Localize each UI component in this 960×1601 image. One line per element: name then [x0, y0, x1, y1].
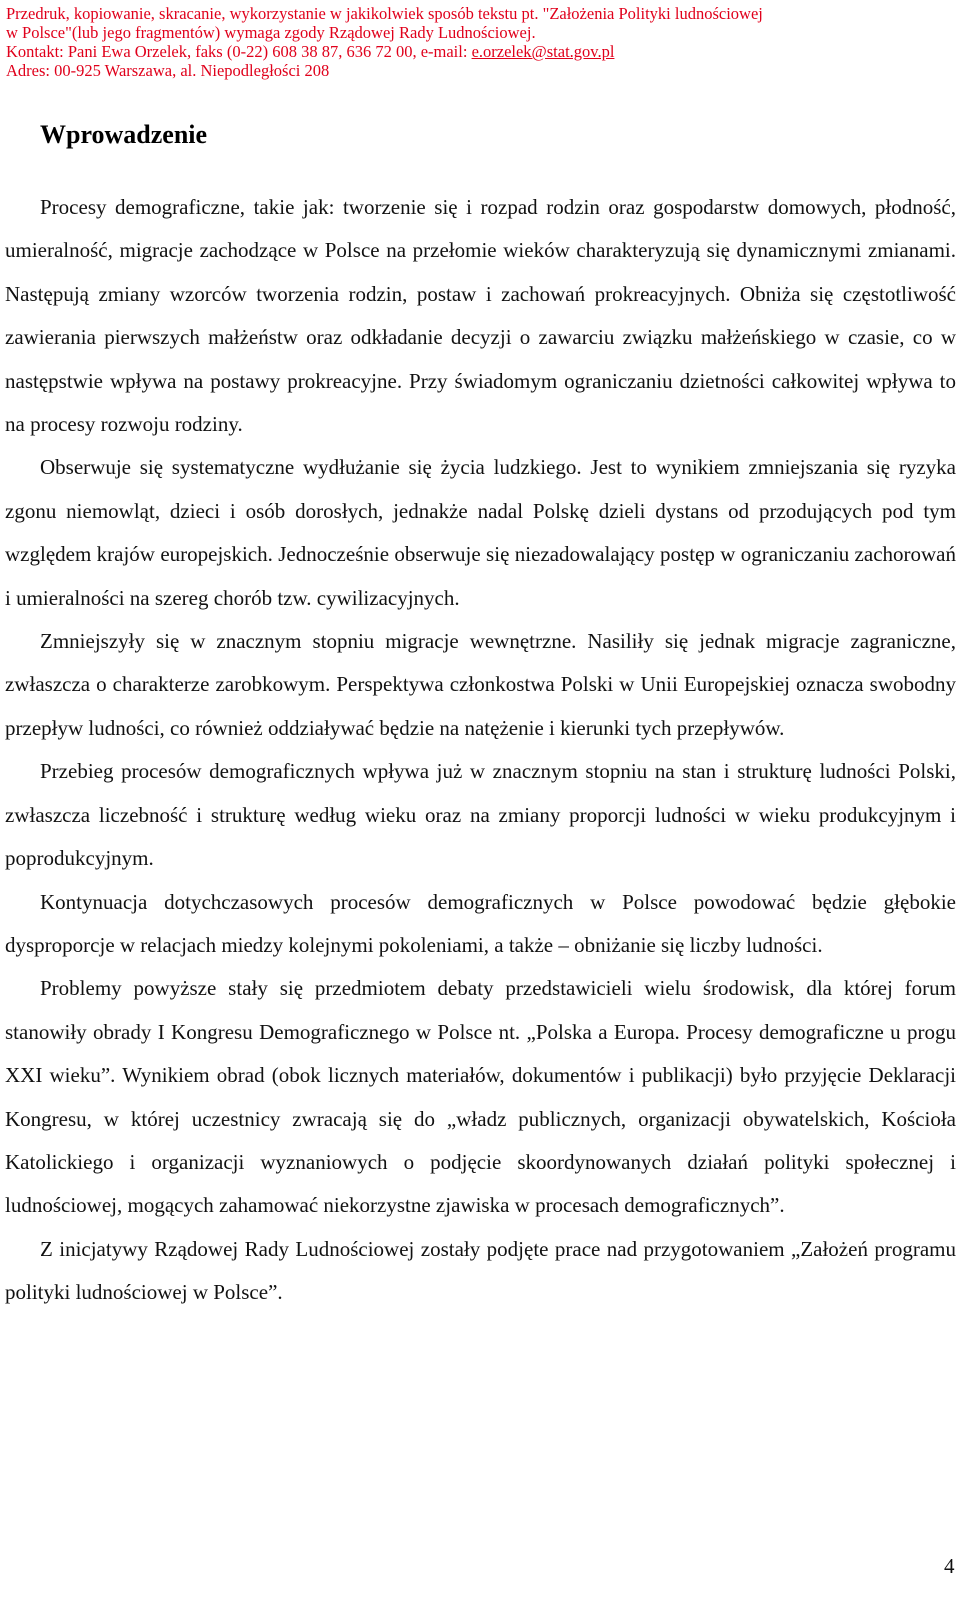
notice-contact-text: Kontakt: Pani Ewa Orzelek, faks (0-22) 608 38 87, 636 72 00, e-mail:: [6, 42, 472, 61]
paragraph: Kontynuacja dotychczasowych procesów demograficznych w Polsce powodować będzie głębokie dysproporcje w relacjach miedzy kolejnymi pokoleniami, a także – obniżanie się liczby ludności.: [5, 889, 956, 957]
paragraph: Zmniejszyły się w znacznym stopniu migracje wewnętrzne. Nasiliły się jednak migracje zagraniczne, zwłaszcza o charakterze zarobkowym. Perspektywa członkostwa Polski w Unii Europejskiej oznacza swobodny przepływ ludności, co również oddziaływać będzie na natężenie i kierunki tych przepływów.: [5, 629, 956, 740]
notice-line-2: w Polsce"(lub jego fragmentów) wymaga zgody Rządowej Rady Ludnościowej.: [6, 23, 536, 42]
notice-address-line: Adres: 00-925 Warszawa, al. Niepodległości 208: [6, 61, 330, 80]
notice-contact-line: [6, 42, 956, 61]
contact-email-link[interactable]: e.orzelek@stat.gov.pl: [471, 42, 615, 61]
paragraph: Obserwuje się systematyczne wydłużanie się życia ludzkiego. Jest to wynikiem zmniejszania się ryzyka zgonu niemowląt, dzieci i osób dorosłych, jednakże nadal Polskę dzieli dystans od przodujących pod tym względem krajów europejskich. Jednocześnie obserwuje się niezadowalający postęp w ograniczaniu zachorowań i umieralności na szereg chorób tzw. cywilizacyjnych.: [5, 455, 956, 610]
page-number: 4: [944, 1554, 955, 1578]
document-body: [5, 186, 956, 1315]
section-title: Wprowadzenie: [40, 120, 208, 149]
notice-line-1: Przedruk, kopiowanie, skracanie, wykorzystanie w jakikolwiek sposób tekstu pt. "Założenia Polityki ludnościowej: [6, 4, 763, 23]
paragraph: Przebieg procesów demograficznych wpływa już w znacznym stopniu na stan i strukturę ludności Polski, zwłaszcza liczebność i strukturę według wieku oraz na zmiany proporcji ludności w wieku produkcyjnym i poprodukcyjnym.: [5, 759, 956, 871]
paragraph: Z inicjatywy Rządowej Rady Ludnościowej zostały podjęte prace nad przygotowaniem „Założeń programu polityki ludnościowej w Polsce”.: [5, 1236, 956, 1305]
copyright-notice: [6, 4, 956, 80]
paragraph: Problemy powyższe stały się przedmiotem debaty przedstawicieli wielu środowisk, dla której forum stanowiły obrady I Kongresu Demograficznego w Polsce nt. „Polska a Europa. Procesy demograficzne u progu XXI wieku”. Wynikiem obrad (obok licznych materiałów, dokumentów i publikacji) było przyjęcie Deklaracji Kongresu, w której uczestnicy zwracają się do „władz publicznych, organizacji obywatelskich, Kościoła Katolickiego i organizacji wyznaniowych o podjęcie skoordynowanych działań polityki społecznej i ludnościowej, mogących zahamować niekorzystne zjawiska w procesach demograficznych”.: [5, 976, 956, 1218]
paragraph: Procesy demograficzne, takie jak: tworzenie się i rozpad rodzin oraz gospodarstw domowych, płodność, umieralność, migracje zachodzące w Polsce na przełomie wieków charakteryzują się dynamicznymi zmianami. Następują zmiany wzorców tworzenia rodzin, postaw i zachowań prokreacyjnych. Obniża się częstotliwość zawierania pierwszych małżeństw oraz odkładanie decyzji o zawarciu związku małżeńskiego w czasie, co w następstwie wpływa na postawy prokreacyjne. Przy świadomym ograniczaniu dzietności całkowitej wpływa to na procesy rozwoju rodziny.: [5, 195, 956, 437]
